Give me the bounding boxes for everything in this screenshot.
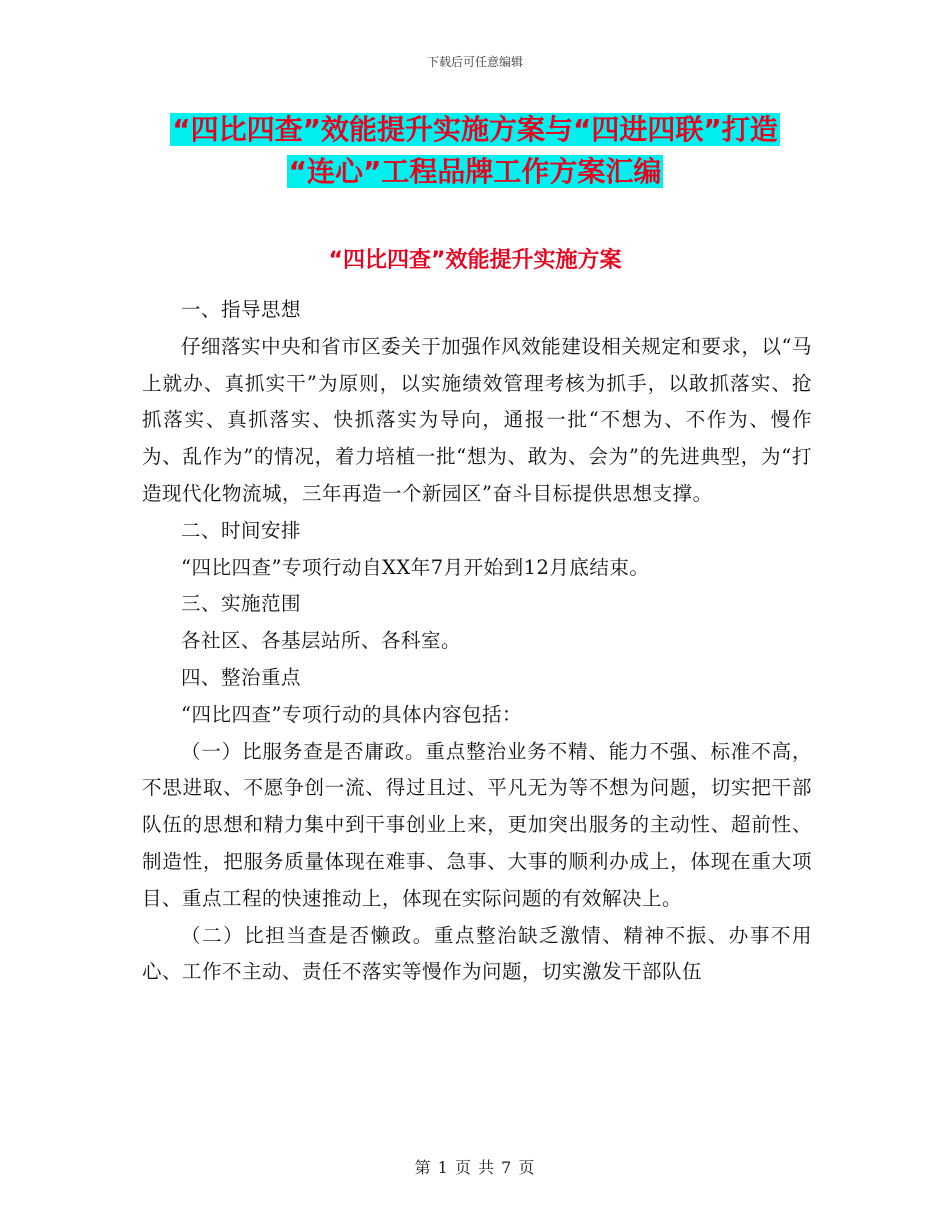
paragraph-schedule: “四比四查”专项行动自XX年7月开始到12月底结束。 xyxy=(181,555,650,579)
page-footer: 第 1 页 共 7 页 xyxy=(414,1158,536,1177)
section-title: “四比四查”效能提升实施方案 xyxy=(328,248,622,273)
title-highlight-1: “四比四查”效能提升实施方案与“四进四联”打造 xyxy=(172,113,778,146)
paragraph-focus-intro: “四比四查”专项行动的具体内容包括： xyxy=(181,702,522,726)
document-title-line-1 xyxy=(0,110,950,150)
document-body xyxy=(142,292,812,991)
heading-schedule: 二、时间安排 xyxy=(181,518,302,542)
heading-guiding-thought: 一、指导思想 xyxy=(181,298,302,321)
document-title-line-2 xyxy=(0,152,950,192)
heading-scope: 三、实施范围 xyxy=(181,592,302,616)
paragraph-item-2: （二）比担当查是否懒政。重点整治缺乏激情、精神不振、办事不用心、工作不主动、责任不落实等慢作为问题，切实激发干部队伍 xyxy=(142,923,812,984)
paragraph-scope: 各社区、各基层站所、各科室。 xyxy=(181,629,462,653)
paragraph-guiding-thought: 仔细落实中央和省市区委关于加强作风效能建设相关规定和要求，以“马上就办、真抓实干”为原则，以实施绩效管理考核为抓手，以敢抓落实、抢抓落实、真抓落实、快抓落实为导向，通报一批“不想为、不作为、慢作为、乱作为”的情况，着力培植一批“想为、敢为、会为”的先进典型，为“打造现代化物流城，三年再造一个新园区”奋斗目标提供思想支撑。 xyxy=(142,334,812,505)
paragraph-item-1: （一）比服务查是否庸政。重点整治业务不精、能力不强、标准不高，不思进取、不愿争创一流、得过且过、平凡无为等不想为问题，切实把干部队伍的思想和精力集中到干事创业上来，更加突出服务的主动性、超前性、制造性，把服务质量体现在难事、急事、大事的顺利办成上，体现在重大项目、重点工程的快速推动上，体现在实际问题的有效解决上。 xyxy=(142,739,812,910)
header-note: 下载后可任意编辑 xyxy=(426,55,523,69)
heading-focus: 四、整治重点 xyxy=(181,665,302,689)
title-highlight-2: “连心”工程品牌工作方案汇编 xyxy=(288,155,662,188)
